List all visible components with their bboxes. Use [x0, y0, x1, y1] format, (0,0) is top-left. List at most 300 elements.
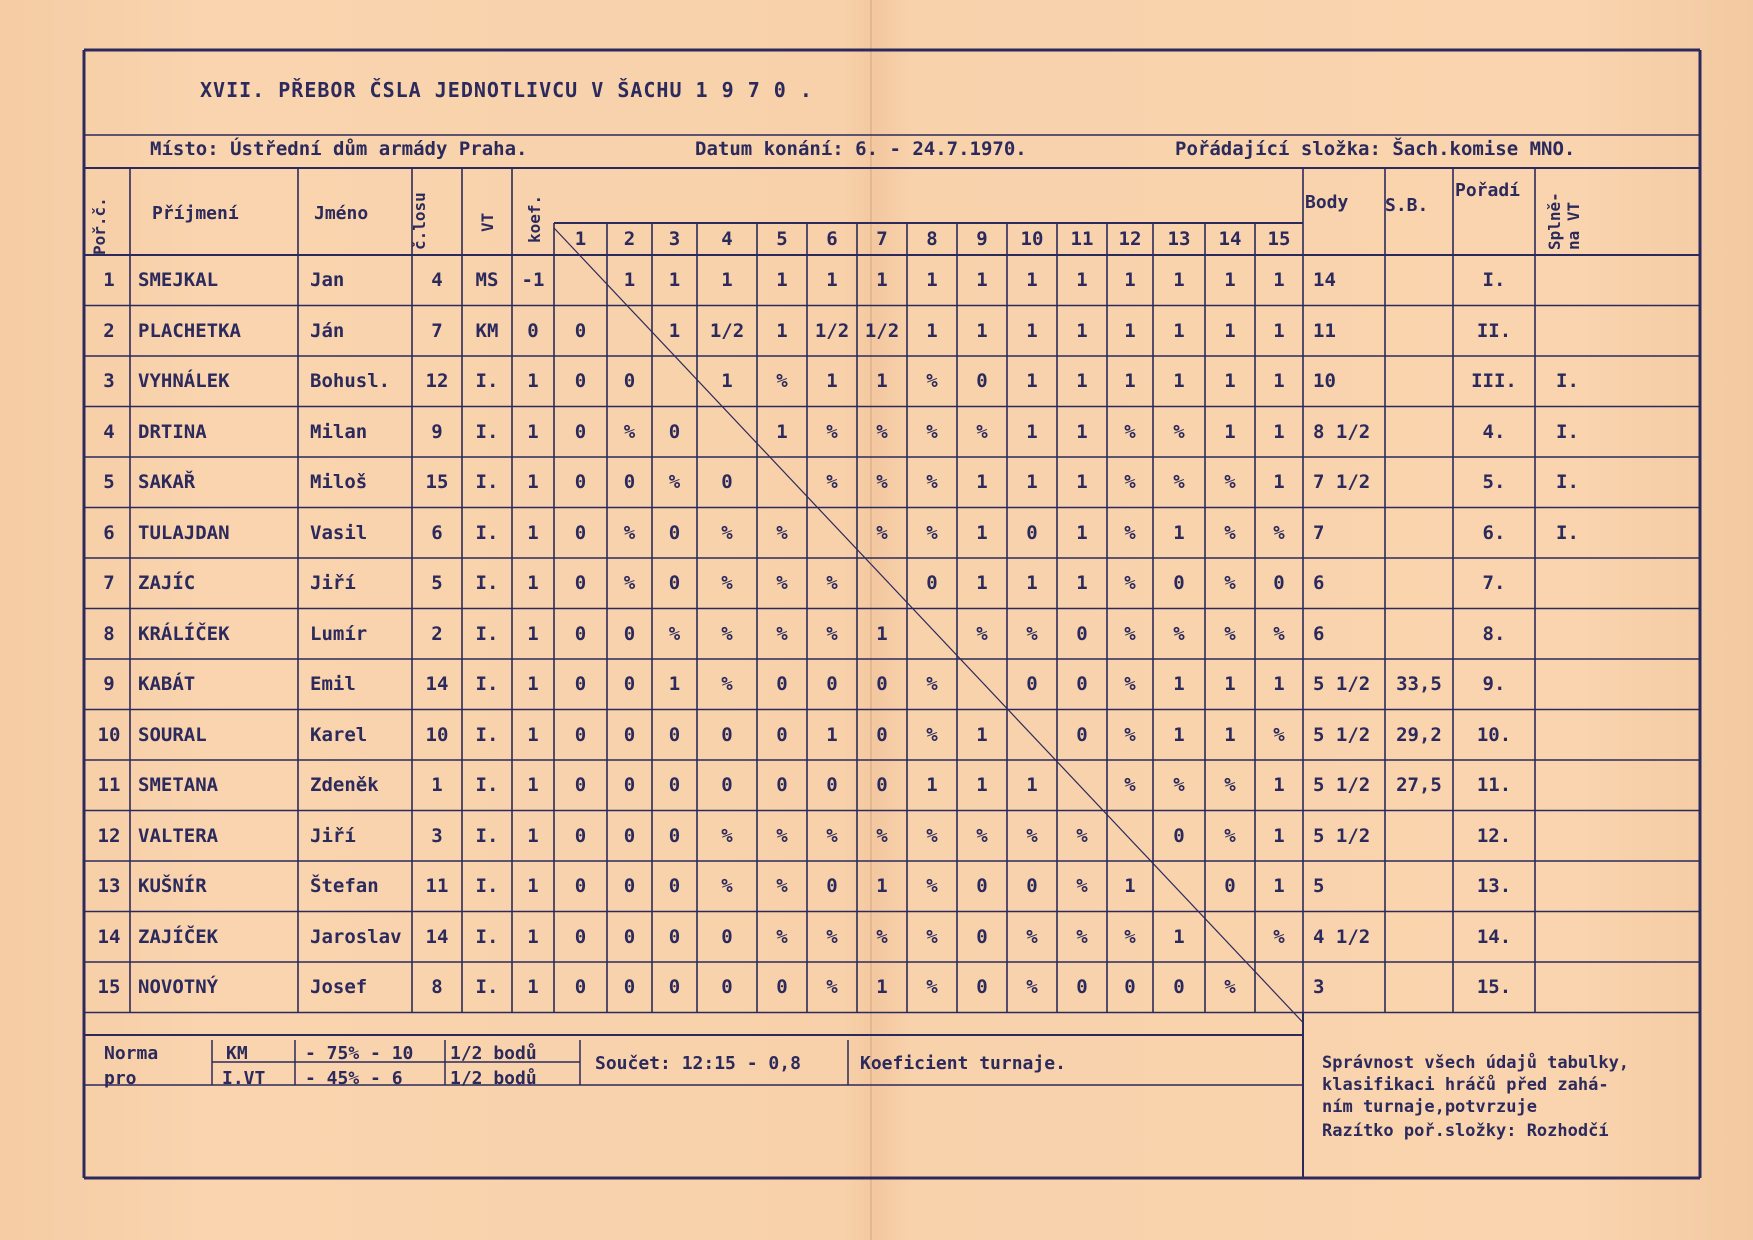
result-cell: % — [1026, 824, 1038, 847]
result-cell: 0 — [623, 673, 636, 696]
place-text: Místo: Ústřední dům armády Praha. — [150, 138, 528, 160]
result-cell: 1 — [1076, 370, 1088, 393]
player-lot: 6 — [431, 521, 443, 544]
player-vt: I. — [475, 521, 499, 544]
result-cell: % — [826, 420, 838, 443]
player-name: Miloš — [310, 471, 368, 494]
result-cell: 0 — [623, 774, 636, 797]
player-points: 3 — [1313, 976, 1325, 999]
header-surname: Příjmení — [152, 203, 239, 224]
header-koef: koef. — [525, 194, 544, 243]
result-cell: 1 — [1224, 420, 1236, 443]
result-cell: 0 — [826, 673, 838, 696]
result-cell: 0 — [574, 471, 587, 494]
result-cell: % — [1273, 925, 1285, 948]
result-cell: 1 — [1224, 319, 1236, 342]
result-cell: 1/2 — [709, 319, 745, 342]
result-cell: 1 — [776, 269, 788, 292]
result-cell: 1 — [976, 723, 988, 746]
ivt-points: 1/2 bodů — [450, 1068, 537, 1089]
result-cell: 1 — [1124, 875, 1136, 898]
player-number: 5 — [103, 471, 115, 494]
result-cell: 0 — [1173, 824, 1185, 847]
result-cell: % — [876, 471, 888, 494]
player-rank: 13. — [1476, 875, 1512, 898]
player-points: 5 1/2 — [1313, 673, 1371, 696]
player-name: Emil — [310, 673, 356, 696]
result-cell: 0 — [776, 723, 788, 746]
result-cell: 0 — [776, 774, 788, 797]
result-cell: 0 — [623, 622, 636, 645]
document-title: XVII. PŘEBOR ČSLA JEDNOTLIVCU V ŠACHU 1 9 7 0 . — [200, 78, 813, 102]
result-cell: 0 — [1076, 723, 1088, 746]
player-vt: I. — [475, 673, 499, 696]
result-cell: 0 — [623, 370, 636, 393]
result-cell: 1 — [1173, 521, 1185, 544]
result-cell: 1 — [1124, 269, 1136, 292]
player-vt: I. — [475, 774, 499, 797]
result-cell: 1 — [1273, 471, 1285, 494]
result-cell: 1 — [1076, 319, 1088, 342]
player-sb: 27,5 — [1396, 774, 1442, 797]
player-sb: 33,5 — [1396, 673, 1442, 696]
player-lot: 12 — [425, 370, 449, 393]
result-cell: 1 — [1224, 370, 1236, 393]
result-cell: 1 — [1273, 673, 1285, 696]
result-cell: % — [1224, 521, 1236, 544]
result-cell: % — [776, 875, 788, 898]
player-points: 7 — [1313, 521, 1325, 544]
round-header-10: 10 — [1020, 228, 1044, 250]
result-cell: 0 — [574, 976, 587, 999]
ivt-label: I.VT — [222, 1068, 266, 1089]
koef-text: Koeficient turnaje. — [860, 1053, 1066, 1074]
result-cell: 1 — [826, 269, 838, 292]
result-cell: % — [1124, 925, 1136, 948]
result-cell: 1 — [1173, 925, 1185, 948]
result-cell: 1 — [1173, 723, 1185, 746]
result-cell: 0 — [574, 370, 587, 393]
result-cell: 1 — [1273, 420, 1285, 443]
result-cell: 0 — [721, 471, 733, 494]
player-vt-met: I. — [1556, 471, 1579, 494]
player-surname: ZAJÍČEK — [138, 925, 219, 948]
round-header-3: 3 — [668, 228, 681, 250]
result-cell: 1 — [976, 521, 988, 544]
soucet-text: Součet: 12:15 - 0,8 — [595, 1053, 801, 1074]
result-cell: 1 — [721, 370, 733, 393]
result-cell: 0 — [976, 976, 988, 999]
player-number: 4 — [103, 420, 115, 443]
result-cell: 1 — [1173, 673, 1185, 696]
player-lot: 15 — [425, 471, 449, 494]
result-cell: % — [668, 622, 681, 645]
round-header-11: 11 — [1070, 228, 1094, 250]
result-cell: 0 — [623, 875, 636, 898]
result-cell: % — [926, 673, 938, 696]
result-cell: % — [721, 875, 733, 898]
result-cell: % — [1224, 976, 1236, 999]
player-lot: 5 — [431, 572, 443, 595]
note-line-1: Správnost všech údajů tabulky, — [1322, 1053, 1630, 1073]
result-cell: 1 — [1273, 269, 1285, 292]
result-cell: % — [776, 521, 788, 544]
result-cell: 1/2 — [864, 319, 900, 342]
round-header-2: 2 — [623, 228, 636, 250]
result-cell: 0 — [1076, 622, 1088, 645]
result-cell: 0 — [721, 774, 733, 797]
player-number: 12 — [97, 824, 121, 847]
player-vt: I. — [475, 370, 499, 393]
player-lot: 14 — [425, 673, 449, 696]
player-points: 5 1/2 — [1313, 824, 1371, 847]
result-cell: % — [776, 572, 788, 595]
result-cell: 1 — [976, 774, 988, 797]
result-cell: % — [1076, 875, 1088, 898]
player-rank: 12. — [1476, 824, 1512, 847]
result-cell: 1 — [1026, 319, 1038, 342]
player-points: 7 1/2 — [1313, 471, 1371, 494]
result-cell: 0 — [668, 875, 681, 898]
player-koef: 1 — [527, 774, 539, 797]
round-header-7: 7 — [876, 228, 888, 250]
result-cell: 1 — [668, 673, 681, 696]
player-name: Bohusl. — [310, 370, 391, 393]
round-header-15: 15 — [1267, 228, 1291, 250]
result-cell: % — [623, 521, 636, 544]
result-cell: 0 — [668, 774, 681, 797]
result-cell: % — [976, 824, 988, 847]
player-name: Karel — [310, 723, 368, 746]
player-vt: I. — [475, 471, 499, 494]
player-surname: DRTINA — [138, 420, 207, 443]
result-cell: 0 — [668, 521, 681, 544]
result-cell: 0 — [574, 925, 587, 948]
result-cell: % — [976, 622, 988, 645]
player-koef: 1 — [527, 875, 539, 898]
result-cell: 0 — [574, 875, 587, 898]
result-cell: % — [721, 824, 733, 847]
result-cell: 1 — [1076, 269, 1088, 292]
player-points: 5 — [1313, 875, 1325, 898]
result-cell: 1 — [1076, 471, 1088, 494]
result-cell: 1 — [1273, 774, 1285, 797]
result-cell: 0 — [721, 976, 733, 999]
player-name: Jiří — [310, 572, 356, 595]
result-cell: % — [623, 572, 636, 595]
player-vt: I. — [475, 875, 499, 898]
player-lot: 10 — [425, 723, 449, 746]
player-koef: 1 — [527, 723, 539, 746]
result-cell: % — [1173, 774, 1185, 797]
result-cell: 1 — [1076, 521, 1088, 544]
result-cell: % — [976, 420, 988, 443]
result-cell: % — [926, 420, 938, 443]
player-rank: 10. — [1476, 723, 1512, 746]
player-name: Josef — [310, 976, 368, 999]
result-cell: 0 — [976, 925, 988, 948]
player-surname: SMEJKAL — [138, 269, 219, 292]
round-header-4: 4 — [721, 228, 733, 250]
player-name: Lumír — [310, 622, 368, 645]
result-cell: 1 — [976, 471, 988, 494]
result-cell: % — [1173, 471, 1185, 494]
result-cell: % — [826, 925, 838, 948]
header-sb: S.B. — [1385, 195, 1429, 216]
round-header-9: 9 — [976, 228, 988, 250]
player-vt-met: I. — [1556, 521, 1579, 544]
result-cell: % — [926, 471, 938, 494]
player-number: 7 — [103, 572, 115, 595]
result-cell: % — [1224, 774, 1236, 797]
result-cell: 1 — [1076, 572, 1088, 595]
player-points: 14 — [1313, 269, 1336, 292]
result-cell: 0 — [574, 319, 587, 342]
round-header-5: 5 — [776, 228, 788, 250]
player-koef: 1 — [527, 370, 539, 393]
player-number: 15 — [97, 976, 121, 999]
player-vt: I. — [475, 824, 499, 847]
result-cell: 1 — [1076, 420, 1088, 443]
player-koef: 1 — [527, 521, 539, 544]
result-cell: % — [1124, 774, 1136, 797]
result-cell: % — [1076, 925, 1088, 948]
result-cell: 0 — [721, 925, 733, 948]
result-cell: % — [826, 471, 838, 494]
result-cell: 0 — [623, 471, 636, 494]
result-cell: 1 — [1124, 319, 1136, 342]
result-cell: % — [1224, 622, 1236, 645]
player-vt: I. — [475, 976, 499, 999]
result-cell: 0 — [776, 976, 788, 999]
player-vt: I. — [475, 723, 499, 746]
result-cell: 1 — [826, 370, 838, 393]
player-lot: 2 — [431, 622, 443, 645]
result-cell: 0 — [876, 673, 888, 696]
result-cell: % — [926, 370, 938, 393]
result-cell: 1 — [1026, 420, 1038, 443]
note-line-4: Razítko poř.složky: Rozhodčí — [1322, 1121, 1609, 1141]
player-koef: 1 — [527, 824, 539, 847]
result-cell: 0 — [1076, 976, 1088, 999]
player-surname: TULAJDAN — [138, 521, 230, 544]
player-surname: KRÁLÍČEK — [138, 622, 230, 645]
result-cell: % — [876, 824, 888, 847]
player-rank: I. — [1482, 269, 1506, 292]
player-koef: 1 — [527, 471, 539, 494]
result-cell: 1 — [1273, 370, 1285, 393]
result-cell: % — [826, 824, 838, 847]
player-name: Jan — [310, 269, 345, 292]
player-vt: KM — [475, 319, 499, 342]
result-cell: 0 — [876, 723, 888, 746]
result-cell: % — [721, 673, 733, 696]
norma-label: Norma — [104, 1043, 159, 1064]
player-number: 2 — [103, 319, 115, 342]
result-cell: 0 — [668, 824, 681, 847]
player-name: Zdeněk — [310, 774, 379, 797]
result-cell: % — [826, 572, 838, 595]
player-number: 10 — [97, 723, 121, 746]
result-cell: 0 — [826, 774, 838, 797]
result-cell: % — [623, 420, 636, 443]
player-number: 6 — [103, 521, 115, 544]
note-line-2: klasifikaci hráčů před zahá- — [1322, 1075, 1609, 1095]
player-sb: 29,2 — [1396, 723, 1442, 746]
player-rank: 4. — [1482, 420, 1506, 443]
organizer-text: Pořádající složka: Šach.komise MNO. — [1175, 138, 1576, 160]
player-name: Milan — [310, 420, 368, 443]
result-cell: % — [1224, 824, 1236, 847]
result-cell: 0 — [574, 824, 587, 847]
player-koef: 1 — [527, 420, 539, 443]
result-cell: 1 — [926, 774, 938, 797]
result-cell: % — [1124, 622, 1136, 645]
player-surname: SAKAŘ — [138, 471, 196, 494]
result-cell: 1 — [826, 723, 838, 746]
km-points: 1/2 bodů — [450, 1043, 537, 1064]
result-cell: 1 — [1026, 572, 1038, 595]
result-cell: 0 — [876, 774, 888, 797]
player-points: 4 1/2 — [1313, 925, 1371, 948]
result-cell: % — [1124, 673, 1136, 696]
result-cell: 1 — [668, 319, 681, 342]
player-name: Jiří — [310, 824, 356, 847]
dates-text: Datum konání: 6. - 24.7.1970. — [695, 138, 1027, 160]
km-value: - 75% - 10 — [305, 1043, 414, 1064]
result-cell: 1 — [1173, 319, 1185, 342]
round-header-13: 13 — [1167, 228, 1191, 250]
result-cell: 0 — [574, 420, 587, 443]
result-cell: 1 — [1224, 269, 1236, 292]
result-cell: % — [926, 976, 938, 999]
result-cell: % — [876, 925, 888, 948]
player-vt-met: I. — [1556, 420, 1579, 443]
result-cell: % — [926, 521, 938, 544]
player-surname: SOURAL — [138, 723, 207, 746]
player-points: 11 — [1313, 319, 1336, 342]
result-cell: % — [1273, 723, 1285, 746]
result-cell: % — [926, 875, 938, 898]
player-number: 13 — [97, 875, 121, 898]
result-cell: 1 — [776, 420, 788, 443]
result-cell: 0 — [1224, 875, 1236, 898]
result-cell: 1 — [876, 622, 888, 645]
player-rank: 7. — [1482, 572, 1506, 595]
result-cell: % — [1076, 824, 1088, 847]
player-lot: 3 — [431, 824, 443, 847]
player-rank: II. — [1476, 319, 1512, 342]
player-rank: 5. — [1482, 471, 1506, 494]
player-surname: VALTERA — [138, 824, 219, 847]
result-cell: % — [876, 420, 888, 443]
round-header-6: 6 — [826, 228, 838, 250]
player-number: 3 — [103, 370, 115, 393]
result-cell: 1 — [1173, 269, 1185, 292]
result-cell: 1 — [926, 269, 938, 292]
player-surname: VYHNÁLEK — [138, 370, 230, 393]
player-lot: 1 — [431, 774, 443, 797]
result-cell: % — [1173, 420, 1185, 443]
result-cell: 0 — [668, 723, 681, 746]
result-cell: % — [1026, 976, 1038, 999]
player-koef: 1 — [527, 976, 539, 999]
result-cell: % — [1124, 521, 1136, 544]
result-cell: % — [721, 521, 733, 544]
ivt-value: - 45% - 6 — [305, 1068, 403, 1089]
result-cell: 1 — [776, 319, 788, 342]
result-cell: 1 — [976, 319, 988, 342]
header-vt: VT — [478, 212, 497, 232]
result-cell: % — [1173, 622, 1185, 645]
result-cell: 0 — [926, 572, 938, 595]
player-vt: I. — [475, 622, 499, 645]
result-cell: 1 — [876, 875, 888, 898]
result-cell: 1 — [1224, 723, 1236, 746]
result-cell: % — [926, 925, 938, 948]
player-points: 6 — [1313, 572, 1325, 595]
result-cell: 0 — [574, 774, 587, 797]
result-cell: 1 — [1026, 471, 1038, 494]
player-number: 11 — [97, 774, 121, 797]
player-vt: MS — [475, 269, 499, 292]
player-surname: ZAJÍC — [138, 572, 196, 595]
pro-label: pro — [104, 1068, 137, 1089]
player-lot: 7 — [431, 319, 443, 342]
player-surname: KUŠNÍR — [138, 875, 207, 898]
result-cell: 0 — [623, 723, 636, 746]
header-splneno: Splně- na VT — [1545, 192, 1583, 250]
result-cell: 1 — [1273, 875, 1285, 898]
player-lot: 14 — [425, 925, 449, 948]
result-cell: 1/2 — [814, 319, 850, 342]
header-poradi: Pořadí — [1455, 180, 1521, 201]
result-cell: 0 — [574, 723, 587, 746]
result-cell: % — [926, 723, 938, 746]
player-surname: KABÁT — [138, 673, 196, 696]
result-cell: 0 — [1026, 521, 1038, 544]
player-name: Jaroslav — [310, 925, 402, 948]
player-number: 1 — [103, 269, 115, 292]
result-cell: 1 — [1026, 269, 1038, 292]
result-cell: 0 — [668, 572, 681, 595]
result-cell: % — [1124, 471, 1136, 494]
header-name: Jméno — [314, 203, 369, 224]
result-cell: 0 — [826, 875, 838, 898]
player-lot: 4 — [431, 269, 443, 292]
player-vt: I. — [475, 925, 499, 948]
result-cell: % — [721, 572, 733, 595]
result-cell: % — [668, 471, 681, 494]
result-cell: 1 — [876, 370, 888, 393]
result-cell: 0 — [1026, 673, 1038, 696]
result-cell: 0 — [668, 925, 681, 948]
result-cell: 0 — [1173, 976, 1185, 999]
note-line-3: ním turnaje,potvrzuje — [1322, 1097, 1537, 1117]
result-cell: 0 — [776, 673, 788, 696]
player-surname: PLACHETKA — [138, 319, 241, 342]
result-cell: % — [876, 521, 888, 544]
result-cell: 1 — [1026, 774, 1038, 797]
header-por: Poř.č. — [90, 197, 109, 255]
result-cell: % — [1124, 572, 1136, 595]
result-cell: 0 — [1076, 673, 1088, 696]
player-number: 14 — [97, 925, 121, 948]
player-rank: 6. — [1482, 521, 1506, 544]
player-koef: 1 — [527, 673, 539, 696]
player-vt: I. — [475, 420, 499, 443]
player-name: Vasil — [310, 521, 368, 544]
